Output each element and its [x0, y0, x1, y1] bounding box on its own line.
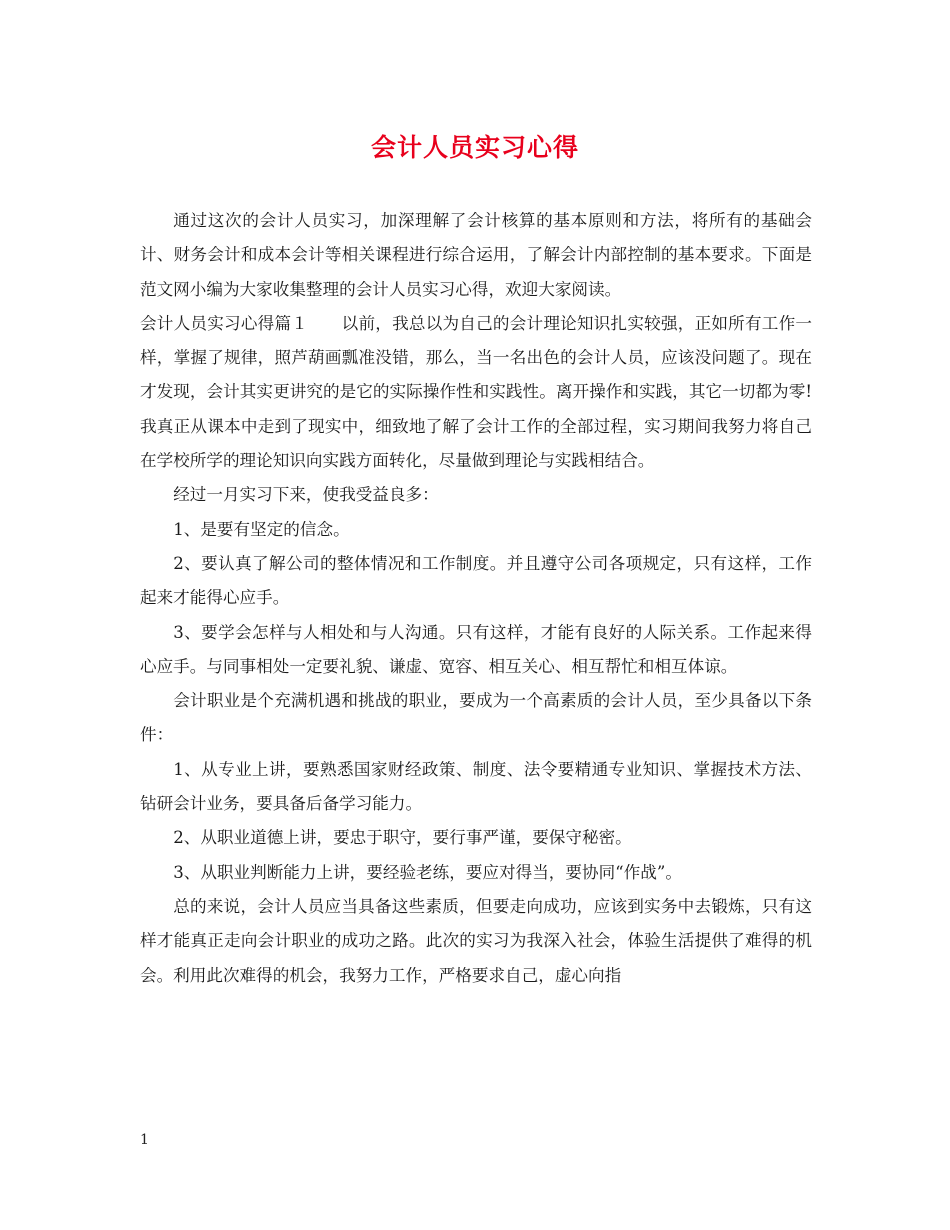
paragraph: 总的来说，会计人员应当具备这些素质，但要走向成功，应该到实务中去锻炼，只有这样才能真正走向会计职业的成功之路。此次的实习为我深入社会，体验生活提供了难得的机会。利用此次难得的机会，我努力工作，严格要求自己，虚心向指	[140, 896, 812, 985]
document-body	[140, 204, 812, 993]
paragraph: 通过这次的会计人员实习，加深理解了会计核算的基本原则和方法，将所有的基础会计、财务会计和成本会计等相关课程进行综合运用，了解会计内部控制的基本要求。下面是范文网小编为大家收集整理的会计人员实习心得，欢迎大家阅读。	[140, 211, 812, 299]
paragraph: 1、是要有坚定的信念。	[173, 519, 350, 539]
paragraph: 会计职业是个充满机遇和挑战的职业，要成为一个高素质的会计人员，至少具备以下条件：	[140, 691, 812, 745]
document-title: 会计人员实习心得	[370, 133, 579, 162]
paragraph: 2、要认真了解公司的整体情况和工作制度。并且遵守公司各项规定，只有这样，工作起来才能得心应手。	[140, 553, 812, 608]
paragraph: 经过一月实习下来，使我受益良多：	[173, 485, 439, 505]
paragraph: 3、从职业判断能力上讲，要经验老练，要应对得当，要协同“作战”。	[173, 862, 682, 882]
paragraph: 1、从专业上讲，要熟悉国家财经政策、制度、法令要精通专业知识、掌握技术方法、钻研会计业务，要具备后备学习能力。	[140, 759, 812, 814]
paragraph: 会计人员实习心得篇１ 以前，我总以为自己的会计理论知识扎实较强，正如所有工作一样，掌握了规律，照芦葫画瓢准没错，那么，当一名出色的会计人员，应该没问题了。现在才发现，会计其实更讲究的是它的实际操作性和实践性。离开操作和实践，其它一切都为零!我真正从课本中走到了现实中，细致地了解了会计工作的全部过程，实习期间我努力将自己在学校所学的理论知识向实践方面转化，尽量做到理论与实践相结合。	[140, 313, 812, 471]
paragraph: 2、从职业道德上讲，要忠于职守，要行事严谨，要保守秘密。	[173, 828, 632, 848]
paragraph: 3、要学会怎样与人相处和与人沟通。只有这样，才能有良好的人际关系。工作起来得心应手。与同事相处一定要礼貌、谦虚、宽容、相互关心、相互帮忙和相互体谅。	[140, 622, 812, 676]
page-number: 1	[140, 1132, 149, 1148]
